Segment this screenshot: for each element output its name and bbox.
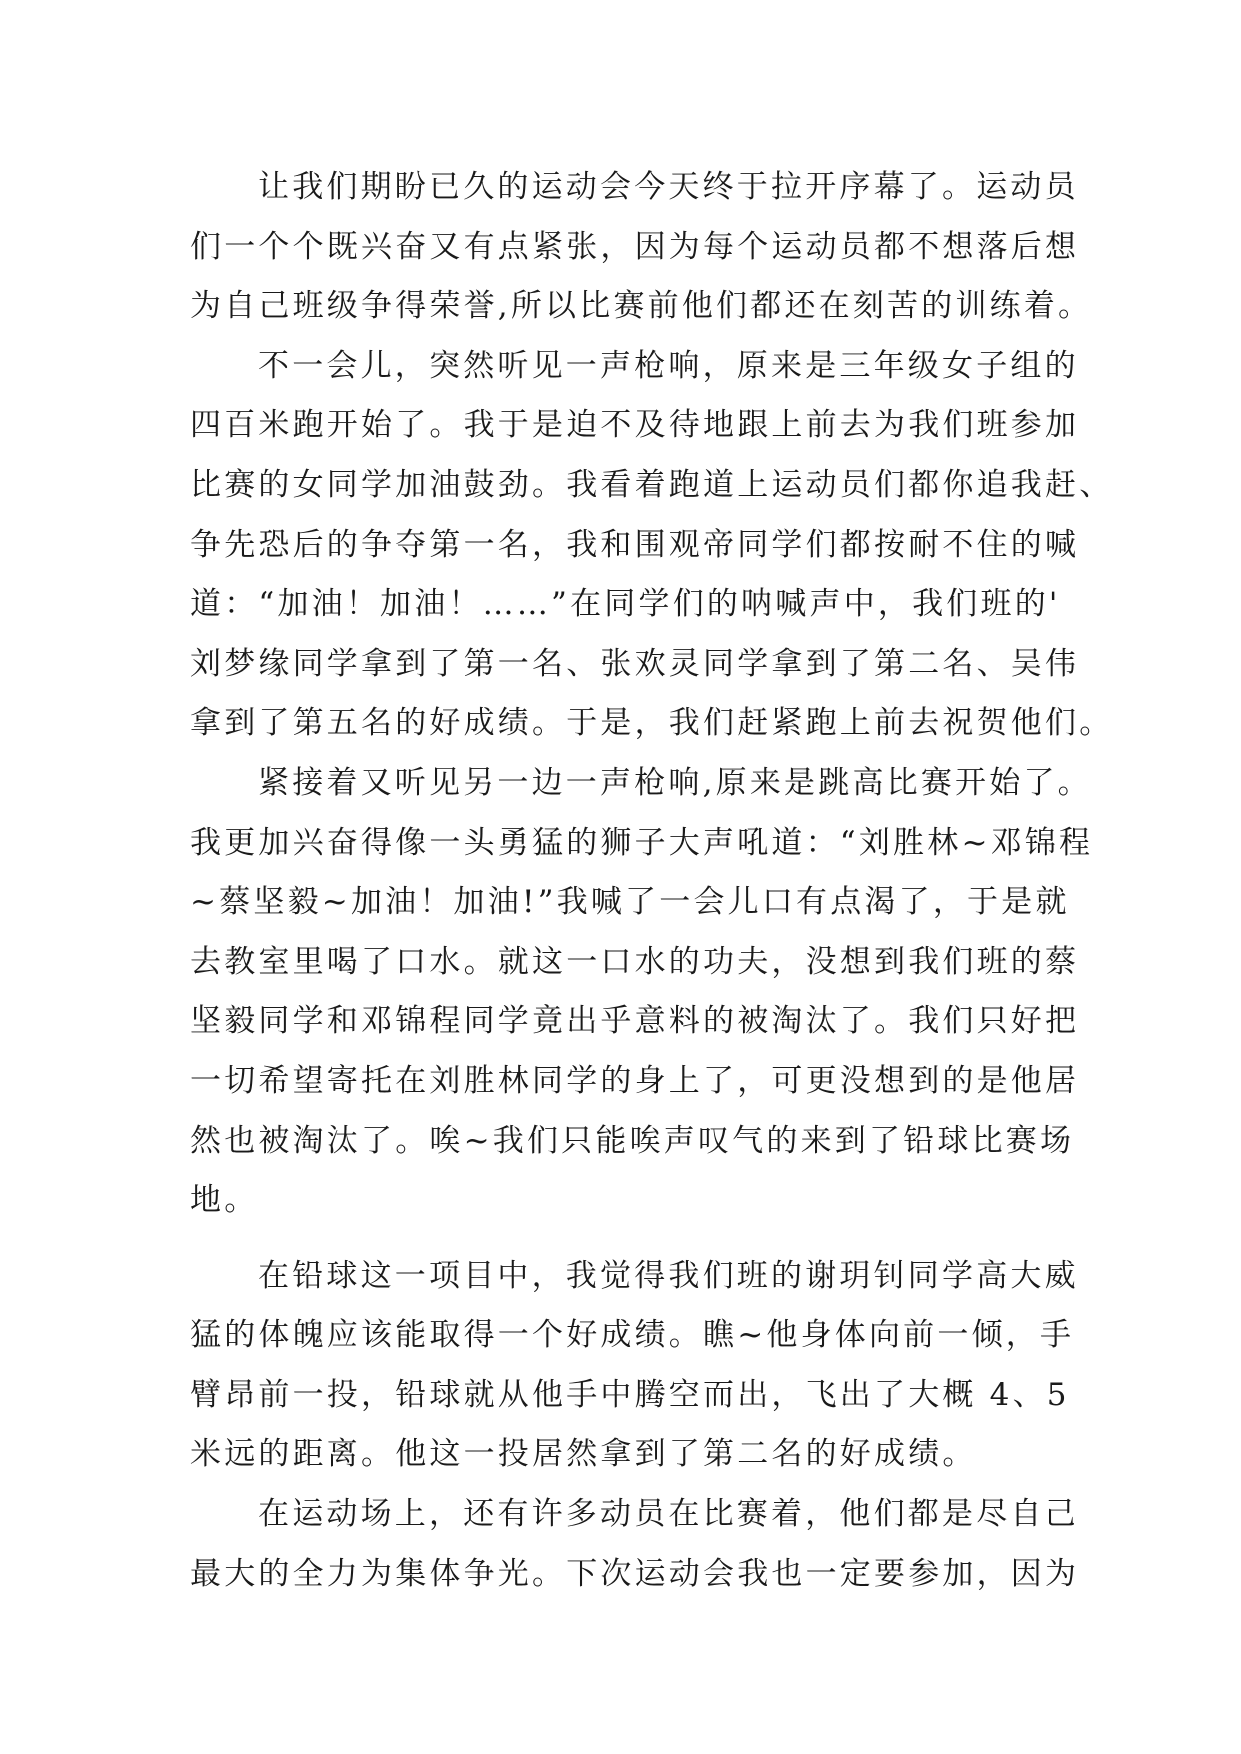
paragraph <box>190 1485 1080 1604</box>
text-line: 然也被淘汰了。唉~我们只能唉声叹气的来到了铅球比赛场 <box>190 1122 1075 1159</box>
text-line: 我更加兴奋得像一头勇猛的狮子大声吼道：“刘胜林~邓锦程 <box>190 824 1094 861</box>
text-line: 米远的距离。他这一投居然拿到了第二名的好成绩。 <box>190 1436 977 1473</box>
text-line: 在运动场上，还有许多动员在比赛着，他们都是尽自己 <box>258 1496 1079 1533</box>
text-line: 一切希望寄托在刘胜林同学的身上了，可更没想到的是他居 <box>190 1062 1080 1099</box>
text-line: 刘梦缘同学拿到了第一名、张欢灵同学拿到了第二名、吴伟 <box>190 645 1080 682</box>
text-line: 坚毅同学和邓锦程同学竟出乎意料的被淘汰了。我们只好把 <box>190 1003 1080 1040</box>
text-line: 不一会儿，突然听见一声枪响，原来是三年级女子组的 <box>258 347 1079 384</box>
text-line: ~蔡坚毅~加油！加油!”我喊了一会儿口有点渴了，于是就 <box>190 884 1070 921</box>
text-line: 在铅球这一项目中，我觉得我们班的谢玥钊同学高大威 <box>258 1257 1079 1294</box>
text-line: 比赛的女同学加油鼓劲。我看着跑道上运动员们都你追我赶、 <box>190 466 1114 503</box>
text-line: 地。 <box>190 1182 259 1219</box>
text-line: 让我们期盼已久的运动会今天终于拉开序幕了。运动员 <box>258 169 1079 205</box>
text-line: 紧接着又听见另一边一声枪响,原来是跳高比赛开始了。 <box>258 764 1092 801</box>
text-line: 最大的全力为集体争光。下次运动会我也一定要参加，因为 <box>190 1555 1080 1592</box>
text-line: 四百米跑开始了。我于是迫不及待地跟上前去为我们班参加 <box>190 407 1080 444</box>
text-line: 争先恐后的争夺第一名，我和围观帝同学们都按耐不住的喊 <box>190 526 1080 563</box>
text-line: 道：“加油！加油！……”在同学们的呐喊声中，我们班的' <box>190 586 1061 623</box>
essay-body <box>190 158 1114 1604</box>
paragraph <box>190 158 1093 337</box>
paragraph-gap <box>190 1231 1070 1247</box>
paragraph <box>190 754 1094 1231</box>
text-line: 猛的体魄应该能取得一个好成绩。瞧~他身体向前一倾，手 <box>190 1317 1075 1354</box>
text-line: 为自己班级争得荣誉,所以比赛前他们都还在刻苦的训练着。 <box>190 288 1093 325</box>
paragraph <box>190 1247 1079 1485</box>
text-line: 们一个个既兴奋又有点紧张，因为每个运动员都不想落后想 <box>190 228 1080 265</box>
paragraph <box>190 337 1114 754</box>
text-line: 去教室里喝了口水。就这一口水的功夫，没想到我们班的蔡 <box>190 943 1080 980</box>
text-line: 臂昂前一投，铅球就从他手中腾空而出，飞出了大概 4、5 <box>190 1376 1070 1413</box>
text-line: 拿到了第五名的好成绩。于是，我们赶紧跑上前去祝贺他们。 <box>190 705 1114 742</box>
